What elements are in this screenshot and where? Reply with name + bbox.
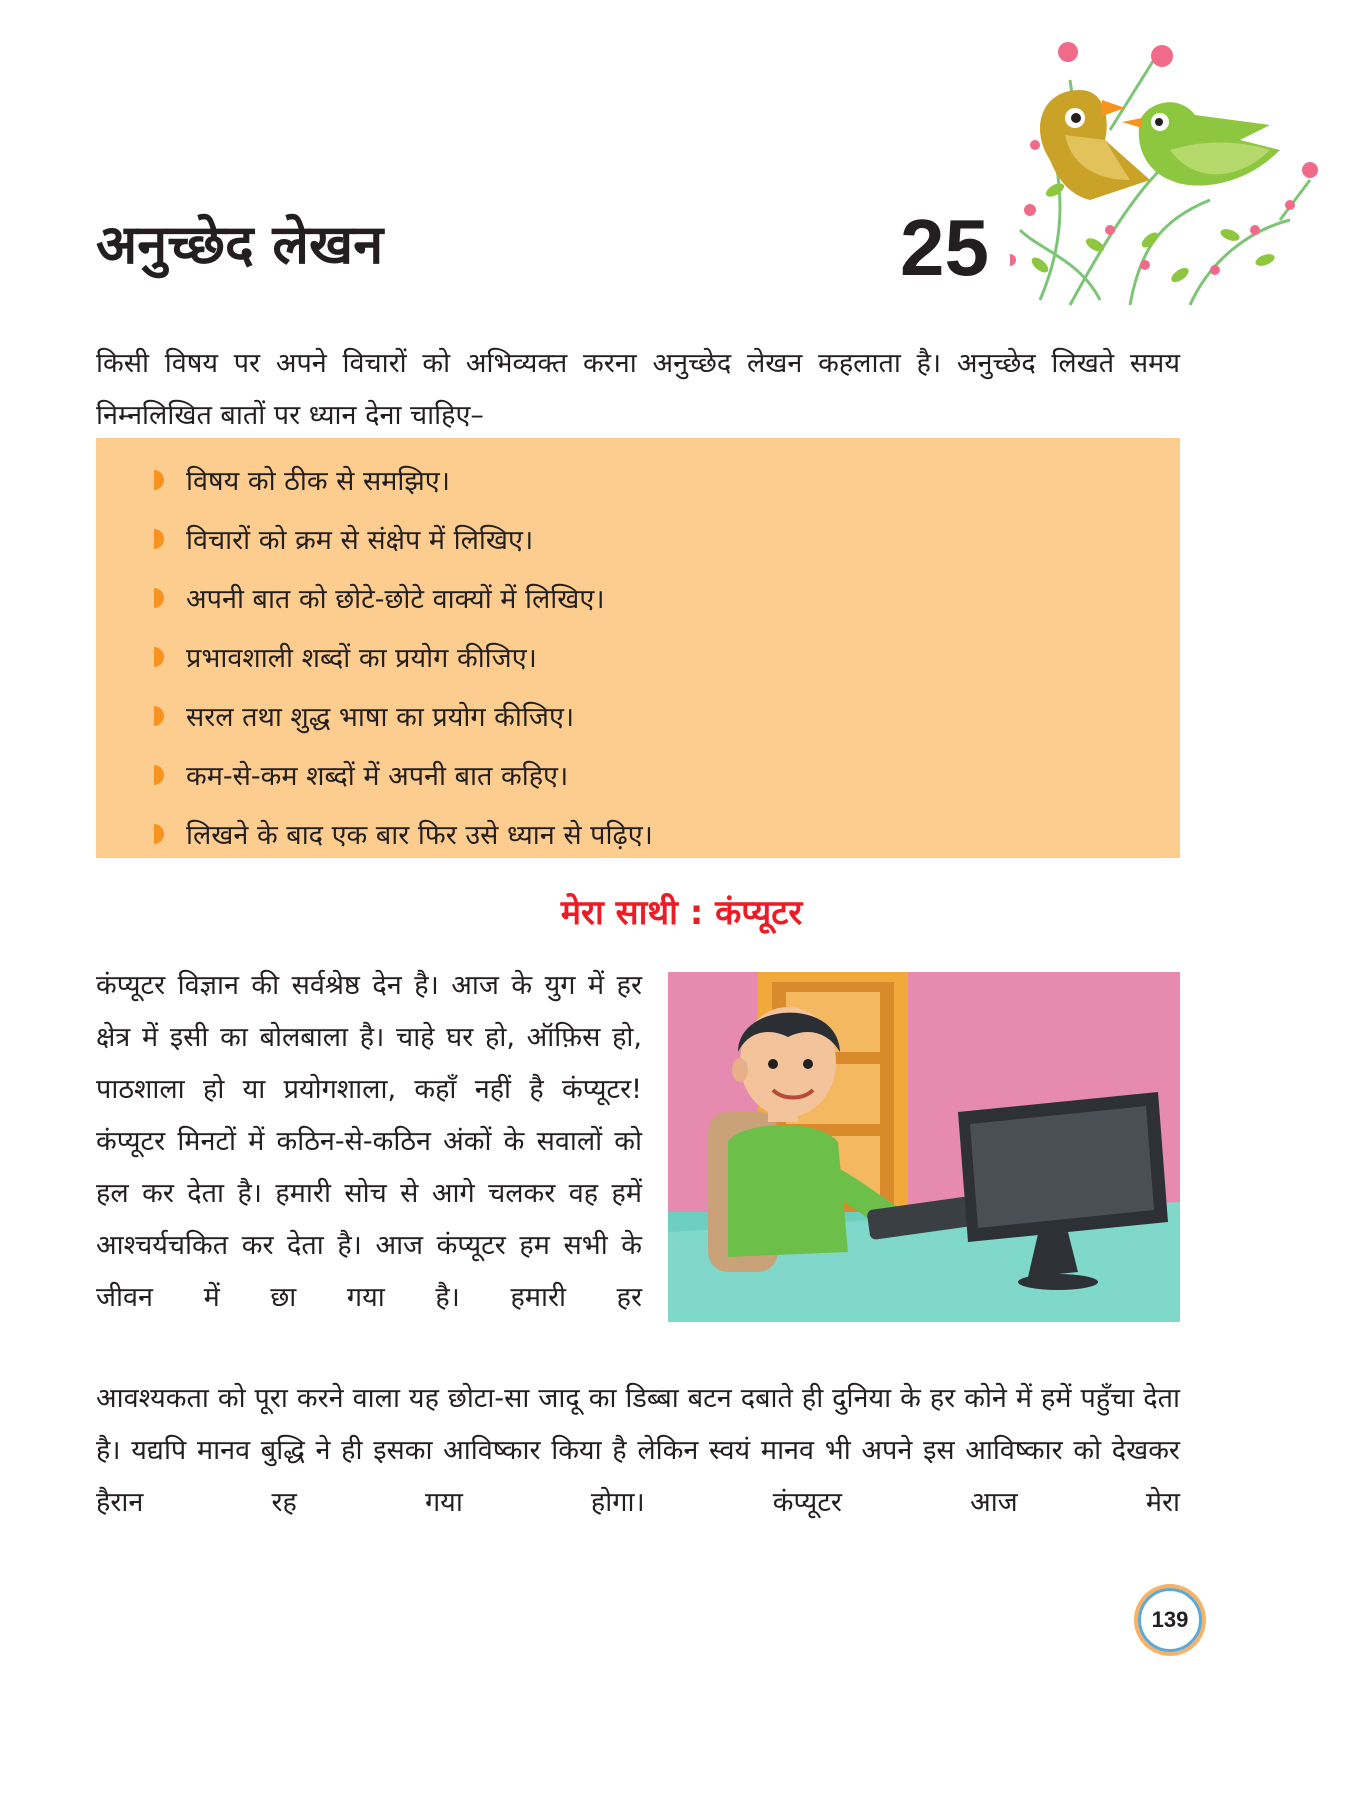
tip-text: सरल तथा शुद्ध भाषा का प्रयोग कीजिए। <box>186 702 575 733</box>
tip-text: कम-से-कम शब्दों में अपनी बात कहिए। <box>186 761 569 792</box>
tip-text: प्रभावशाली शब्दों का प्रयोग कीजिए। <box>186 643 537 674</box>
tip-text: विषय को ठीक से समझिए। <box>186 466 450 497</box>
essay-line: कर देता है। हमारी सोच से आगे चलकर वह <box>142 1178 599 1209</box>
essay-line: हमें आश्चर्यचकित कर देता है। आज कंप्यूटर <box>96 1178 642 1261</box>
bullet-icon <box>154 765 164 785</box>
tip-text: विचारों को क्रम से संक्षेप में लिखिए। <box>186 525 534 556</box>
bullet-icon <box>154 706 164 726</box>
bullet-icon <box>154 824 164 844</box>
list-item <box>154 568 653 627</box>
essay-line: कोने में हमें पहुँचा देता है। यद्यपि मानव बुद्धि ने ही इसका आविष्कार किया है लेकिन <box>96 1383 1180 1466</box>
essay-line: कठिन-से-कठिन अंकों के सवालों को हल <box>96 1126 642 1209</box>
list-item <box>154 745 653 804</box>
tip-text: अपनी बात को छोटे-छोटे वाक्यों में लिखिए। <box>186 584 605 615</box>
birds-illustration <box>1010 30 1320 310</box>
page-number: 139 <box>1138 1588 1202 1652</box>
essay-title: मेरा साथी : कंप्यूटर <box>560 893 803 933</box>
list-item <box>154 509 653 568</box>
essay-line: हो, ऑफ़िस हो, पाठशाला हो या प्रयोगशाला, <box>96 1022 642 1105</box>
essay-line: स्वयं मानव भी अपने इस आविष्कार को देखकर हैरान रह गया होगा। कंप्यूटर आज मेरा <box>96 1435 1180 1518</box>
chapter-number: 25 <box>900 203 989 292</box>
tip-text: लिखने के बाद एक बार फिर उसे ध्यान से पढ़िए। <box>186 820 653 851</box>
essay-line: युग में हर क्षेत्र में इसी का बोलबाला है। चाहे घर <box>96 970 642 1053</box>
list-item <box>154 686 653 745</box>
bullet-icon <box>154 529 164 549</box>
boy-computer-illustration <box>668 972 1180 1322</box>
essay-line: आवश्यकता को पूरा करने वाला यह छोटा-सा जादू का डिब्बा बटन दबाते ही दुनिया के हर <box>96 1383 956 1414</box>
list-item <box>154 804 653 863</box>
essay-line: हम सभी के जीवन में छा गया है। हमारी हर <box>96 1230 642 1313</box>
bullet-icon <box>154 470 164 490</box>
essay-paragraph-left <box>96 960 642 1324</box>
bullet-icon <box>154 588 164 608</box>
intro-paragraph: किसी विषय पर अपने विचारों को अभिव्यक्त करना अनुच्छेद लेखन कहलाता है। अनुच्छेद लिखते समय निम्नलिखित बातों पर ध्यान देना चाहिए– <box>96 348 1180 431</box>
list-item <box>154 450 653 509</box>
tips-list <box>154 450 653 863</box>
essay-line: कंप्यूटर विज्ञान की सर्वश्रेष्ठ देन है। आज के <box>96 970 533 1001</box>
bullet-icon <box>154 647 164 667</box>
essay-paragraph-full <box>96 1373 1180 1529</box>
essay-line: कहाँ नहीं है कंप्यूटर! कंप्यूटर मिनटों में <box>96 1074 642 1157</box>
chapter-title: अनुच्छेद लेखन <box>96 213 384 276</box>
tips-box <box>96 438 1180 858</box>
list-item <box>154 627 653 686</box>
